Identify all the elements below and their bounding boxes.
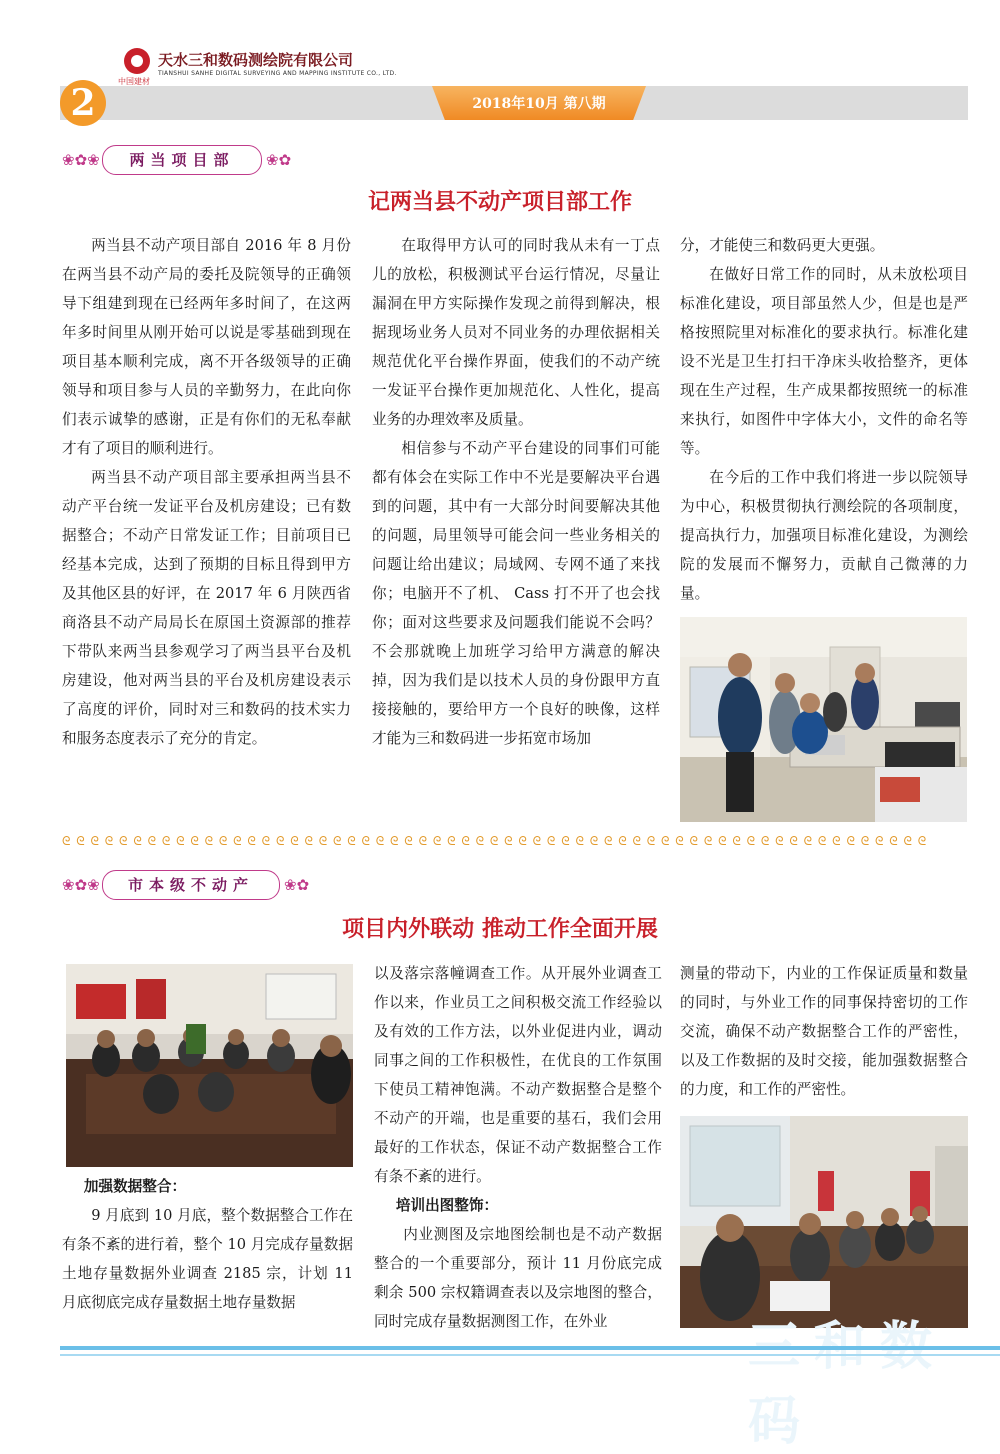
flower-ornament-icon: ❀✿❀ bbox=[62, 151, 100, 169]
paragraph: 在做好日常工作的同时，从未放松项目标准化建设，项目部虽然人少，但是也是严格按照院里对标准化的要求执行。标准化建设不光是卫生打扫干净床头收拾整齐，更体现在生产过程，生产成果都按照统一的标准来执行，如图件中字体大小，文件的命名等等。 bbox=[680, 266, 968, 457]
flower-ornament-icon: ❀✿ bbox=[284, 876, 310, 894]
section-label-municipal bbox=[62, 870, 322, 900]
company-name: 天水三和数码测绘院有限公司 bbox=[158, 51, 354, 69]
page-number: 2 bbox=[60, 80, 106, 126]
article1-column-3 bbox=[680, 231, 968, 608]
article1-column-1 bbox=[62, 231, 351, 753]
paragraph: 在今后的工作中我们将进一步以院领导为中心，积极贯彻执行测绘院的各项制度，提高执行力，加强项目标准化建设，为测绘院的发展而不懈努力，贡献自己微薄的力量。 bbox=[680, 469, 968, 602]
article-title-1: 记两当县不动产项目部工作 bbox=[367, 190, 632, 215]
paragraph: 分，才能使三和数码更大更强。 bbox=[680, 237, 885, 254]
company-name-en: TIANSHUI SANHE DIGITAL SURVEYING AND MAPPING INSTITUTE CO., LTD. bbox=[158, 70, 397, 77]
subheading-training: 培训出图整饰： bbox=[395, 1197, 499, 1214]
logo-subtitle: 中国建材 bbox=[118, 77, 150, 86]
footer-line-thin bbox=[60, 1354, 1000, 1356]
flower-ornament-icon: ❀✿❀ bbox=[62, 876, 100, 894]
training-photo bbox=[680, 1116, 968, 1328]
paragraph: 两当县不动产项目部自 2016 年 8 月份在两当县不动产局的委托及院领导的正确领导下组建到现在已经两年多时间了，在这两年多时间里从刚开始可以说是零基础到现在项目基本顺利完成，离不开各级领导的正确领导和项目参与人员的辛勤努力，在此向你们表示诚挚的感谢，正是有你们的无私奉献才有了项目的顺利进行。 bbox=[62, 237, 351, 457]
company-logo-icon bbox=[124, 48, 150, 74]
issue-date: 2018年10月 第八期 bbox=[472, 96, 606, 112]
section-divider bbox=[62, 830, 968, 848]
paragraph: 以及落宗落幢调查工作。从开展外业调查工作以来，作业员工之间积极交流工作经验以及有效的工作方法，以外业促进内业，调动同事之间的工作积极性，在优良的工作氛围下使员工精神饱满。不动产数据整合是整个不动产的开端，也是重要的基石，我们会用最好的工作状态，保证不动产数据整合工作有条不紊的进行。 bbox=[374, 965, 662, 1185]
paragraph: 9 月底到 10 月底，整个数据整合工作在有条不紊的进行着，整个 10 月完成存量数据土地存量数据外业调查 2185 宗，计划 11 月底彻底完成存量数据土地存量数据 bbox=[62, 1207, 353, 1311]
flower-ornament-icon: ❀✿ bbox=[266, 151, 292, 169]
paragraph: 测量的带动下，内业的工作保证质量和数量的同时，与外业工作的同事保持密切的工作交流，确保不动产数据整合工作的严密性，以及工作数据的及时交接，能加强数据整合的力度，和工作的严密性。 bbox=[680, 965, 968, 1098]
paragraph: 两当县不动产项目部主要承担两当县不动产平台统一发证平台及机房建设；已有数据整合；不动产日常发证工作；目前项目已经基本完成，达到了预期的目标且得到甲方及其他区县的好评，在 2017 年 6 月陕西省商洛县不动产局局长在原国土资源部的推荐下带队来两当县参观学习了两当县平台及机房建设，他对两当县的平台及机房建设表示了高度的评价，同时对三和数码的技术实力和服务态度表示了充分的肯定。 bbox=[62, 469, 351, 747]
article-title-2: 项目内外联动 推动工作全面开展 bbox=[342, 917, 658, 942]
section-label-text: 两当项目部 bbox=[102, 145, 262, 175]
office-photo bbox=[680, 617, 967, 822]
footer-line bbox=[60, 1346, 1000, 1350]
article2-column-1 bbox=[62, 1172, 353, 1317]
paragraph: 相信参与不动产平台建设的同事们可能都有体会在实际工作中不光是要解决平台遇到的问题，其中有一大部分时间要解决其他的问题，局里领导可能会问一些业务相关的问题让给出建议；局域网、专网不通了来找你；电脑开不了机、 Cass 打不开了也会找你；面对这些要求及问题我们能说不会吗？不会那就晚上加班学习给甲方满意的解决掉，因为我们是以技术人员的身份跟甲方直接接触的，要给甲方一个良好的映像，这样才能为三和数码进一步拓宽市场加 bbox=[372, 440, 660, 747]
paragraph: 在取得甲方认可的同时我从未有一丁点儿的放松，积极测试平台运行情况，尽量让漏洞在甲方实际操作发现之前得到解决，根据现场业务人员对不同业务的办理依据相关规范优化平台操作界面，使我们的不动产统一发证平台操作更加规范化、人性化，提高业务的办理效率及质量。 bbox=[372, 237, 660, 428]
subheading-data-integration: 加强数据整合： bbox=[83, 1178, 187, 1195]
footer-watermark: 码 bbox=[748, 1392, 815, 1452]
paragraph: 内业测图及宗地图绘制也是不动产数据整合的一个重要部分，预计 11 月份底完成剩余 500 宗权籍调查表以及宗地图的整合，同时完成存量数据测图工作，在外业 bbox=[374, 1226, 662, 1330]
meeting-photo bbox=[66, 964, 353, 1167]
section-label-liangdang bbox=[62, 145, 302, 175]
article1-column-2 bbox=[372, 231, 660, 753]
section-label-text: 市本级不动产 bbox=[102, 870, 280, 900]
article2-column-2 bbox=[374, 959, 662, 1336]
divider-ornament-icon: ᘓ ᘓ ᘓ ᘓ ᘓ ᘓ ᘓ ᘓ ᘓ ᘓ ᘓ ᘓ ᘓ ᘓ ᘓ ᘓ ᘓ ᘓ ᘓ ᘓ ᘓ ᘓ ᘓ ᘓ ᘓ ᘓ ᘓ ᘓ ᘓ ᘓ ᘓ ᘓ ᘓ ᘓ ᘓ ᘓ ᘓ ᘓ ᘓ ᘓ ᘓ ᘓ ᘓ ᘓ ᘓ ᘓ ᘓ ᘓ ᘓ ᘓ ᘓ ᘓ ᘓ ᘓ ᘓ ᘓ ᘓ ᘓ ᘓ ᘓ ᘓ bbox=[62, 834, 928, 848]
article2-column-3 bbox=[680, 959, 968, 1104]
